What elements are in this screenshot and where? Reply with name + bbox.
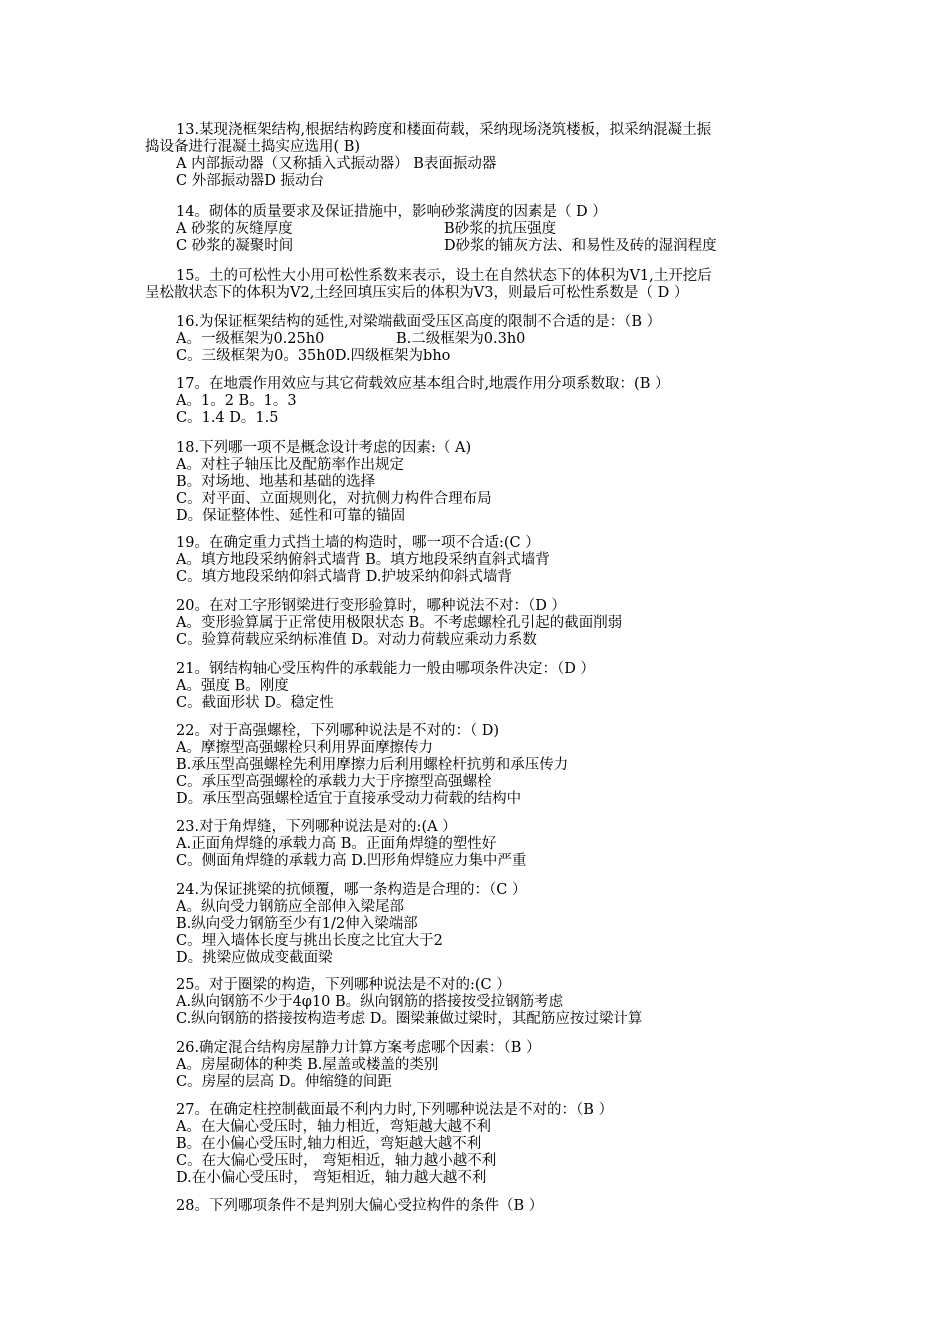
option-a: A。一级框架为0.25h0 [176, 331, 325, 347]
option-line: D。承压型高强螺栓适宜于直接承受动力荷载的结构中 [176, 791, 522, 807]
question-stem: 14。砌体的质量要求及保证措施中，影响砂浆满度的因素是（ D ） [176, 204, 607, 220]
option-b: B砂浆的抗压强度 [444, 221, 557, 237]
question-stem: 17。在地震作用效应与其它荷载效应基本组合时,地震作用分项系数取：(B ） [176, 376, 670, 392]
question-stem: 18.下列哪一项不是概念设计考虑的因素:（ A) [176, 440, 472, 456]
question-24 [176, 882, 836, 967]
question-21 [176, 661, 836, 712]
question-stem: 15。土的可松性大小用可松性系数来表示，设土在自然状态下的体积为V1,土开挖后 [176, 268, 712, 284]
option-line: B.承压型高强螺栓先利用摩擦力后利用螺栓杆抗剪和承压传力 [176, 757, 569, 773]
question-stem: 20。在对工字形钢梁进行变形验算时，哪种说法不对：（D ） [176, 598, 566, 614]
option-line: C。三级框架为0。35h0D.四级框架为bho [176, 348, 451, 364]
question-27 [176, 1102, 836, 1187]
option-line: A。房屋砌体的种类 B.屋盖或楼盖的类别 [176, 1057, 439, 1073]
option-line: A。变形验算属于正常使用极限状态 B。不考虑螺栓孔引起的截面削弱 [176, 615, 623, 631]
option-line: A 内部振动器（又称插入式振动器） B表面振动器 [176, 156, 497, 172]
question-stem: 16.为保证框架结构的延性,对梁端截面受压区高度的限制不合适的是：（B ） [176, 314, 662, 330]
option-line: C。房屋的层高 D。伸缩缝的间距 [176, 1074, 392, 1090]
option-line: A.正面角焊缝的承载力高 B。正面角焊缝的塑性好 [176, 836, 497, 852]
option-line: C。截面形状 D。稳定性 [176, 695, 334, 711]
option-line: A。纵向受力钢筋应全部伸入梁尾部 [176, 899, 404, 915]
question-17 [176, 376, 836, 427]
option-b: B.二级框架为0.3h0 [396, 331, 526, 347]
question-stem: 21。钢结构轴心受压构件的承载能力一般由哪项条件决定：（D ） [176, 661, 595, 677]
option-line: D。保证整体性、延性和可靠的锚固 [176, 508, 406, 524]
option-line: B。在小偏心受压时,轴力相近，弯矩越大越不利 [176, 1136, 482, 1152]
question-stem: 13.某现浇框架结构,根据结构跨度和楼面荷载，采纳现场浇筑楼板，拟采纳混凝土振 [176, 122, 712, 138]
question-15 [145, 268, 836, 302]
option-line: A。在大偏心受压时，轴力相近，弯矩越大越不利 [176, 1119, 491, 1135]
option-line: A。摩擦型高强螺栓只利用界面摩擦传力 [176, 740, 433, 756]
option-line: C。对平面、立面规则化，对抗侧力构件合理布局 [176, 491, 492, 507]
question-stem: 26.确定混合结构房屋静力计算方案考虑哪个因素：（B ） [176, 1040, 541, 1056]
option-line: C 外部振动器D 振动台 [176, 173, 324, 189]
option-c: C 砂浆的凝聚时间 [176, 238, 294, 254]
option-line: A。对柱子轴压比及配筋率作出规定 [176, 457, 404, 473]
question-stem: 24.为保证挑梁的抗倾覆，哪一条构造是合理的：（C ） [176, 882, 527, 898]
option-line: C。在大偏心受压时， 弯矩相近，轴力越小越不利 [176, 1153, 497, 1169]
option-line: C。承压型高强螺栓的承载力大于序擦型高强螺栓 [176, 774, 492, 790]
option-a: A 砂浆的灰缝厚度 [176, 221, 293, 237]
question-19 [176, 535, 836, 586]
option-line: C。侧面角焊缝的承载力高 D.凹形角焊缝应力集中严重 [176, 853, 527, 869]
option-line: C。验算荷载应采纳标准值 D。对动力荷载应乘动力系数 [176, 632, 537, 648]
option-row [176, 238, 836, 255]
option-d: D砂浆的铺灰方法、和易性及砖的湿润程度 [444, 238, 717, 254]
option-row [176, 331, 836, 348]
question-16 [176, 314, 836, 365]
question-stem: 23.对于角焊缝，下列哪种说法是对的:(A ） [176, 819, 457, 835]
option-line: B。对场地、地基和基础的选择 [176, 474, 376, 490]
option-line: A。填方地段采纳俯斜式墙背 B。填方地段采纳直斜式墙背 [176, 552, 550, 568]
question-stem: 28。下列哪项条件不是判别大偏心受拉构件的条件（B ） [176, 1198, 544, 1214]
question-26 [176, 1040, 836, 1091]
question-stem: 19。在确定重力式挡土墙的构造时，哪一项不合适:(C ） [176, 535, 540, 551]
option-line: A.纵向钢筋不少于4φ10 B。纵向钢筋的搭接按受拉钢筋考虑 [176, 994, 564, 1010]
question-stem: 25。对于圈梁的构造，下列哪种说法是不对的:(C ） [176, 977, 511, 993]
question-22 [176, 723, 836, 808]
question-18 [176, 440, 836, 525]
question-14 [176, 204, 836, 255]
question-23 [176, 819, 836, 870]
question-25 [176, 977, 836, 1028]
option-line: D。挑梁应做成变截面梁 [176, 950, 333, 966]
option-line: A。强度 B。刚度 [176, 678, 289, 694]
option-line: C。1.4 D。1.5 [176, 410, 279, 426]
option-line: A。1。2 B。1。3 [176, 393, 297, 409]
question-28 [176, 1198, 836, 1215]
option-line: C.纵向钢筋的搭接按构造考虑 D。圈梁兼做过梁时，其配筋应按过梁计算 [176, 1011, 643, 1027]
question-stem-cont: 呈松散状态下的体积为V2,土经回填压实后的体积为V3，则最后可松性系数是（ D ） [145, 285, 689, 301]
option-line: C。填方地段采纳仰斜式墙背 D.护坡采纳仰斜式墙背 [176, 569, 512, 585]
question-stem-cont: 捣设备进行混凝土捣实应选用( B) [145, 139, 361, 155]
question-20 [176, 598, 836, 649]
option-line: B.纵向受力钢筋至少有1/2伸入梁端部 [176, 916, 418, 932]
option-line: D.在小偏心受压时， 弯矩相近，轴力越大越不利 [176, 1170, 487, 1186]
option-row [176, 221, 836, 238]
question-stem: 27。在确定柱控制截面最不利内力时,下列哪种说法是不对的：（B ） [176, 1102, 614, 1118]
question-stem: 22。对于高强螺栓，下列哪种说法是不对的：（ D) [176, 723, 500, 739]
option-line: C。埋入墙体长度与挑出长度之比宜大于2 [176, 933, 443, 949]
question-13 [145, 122, 836, 190]
